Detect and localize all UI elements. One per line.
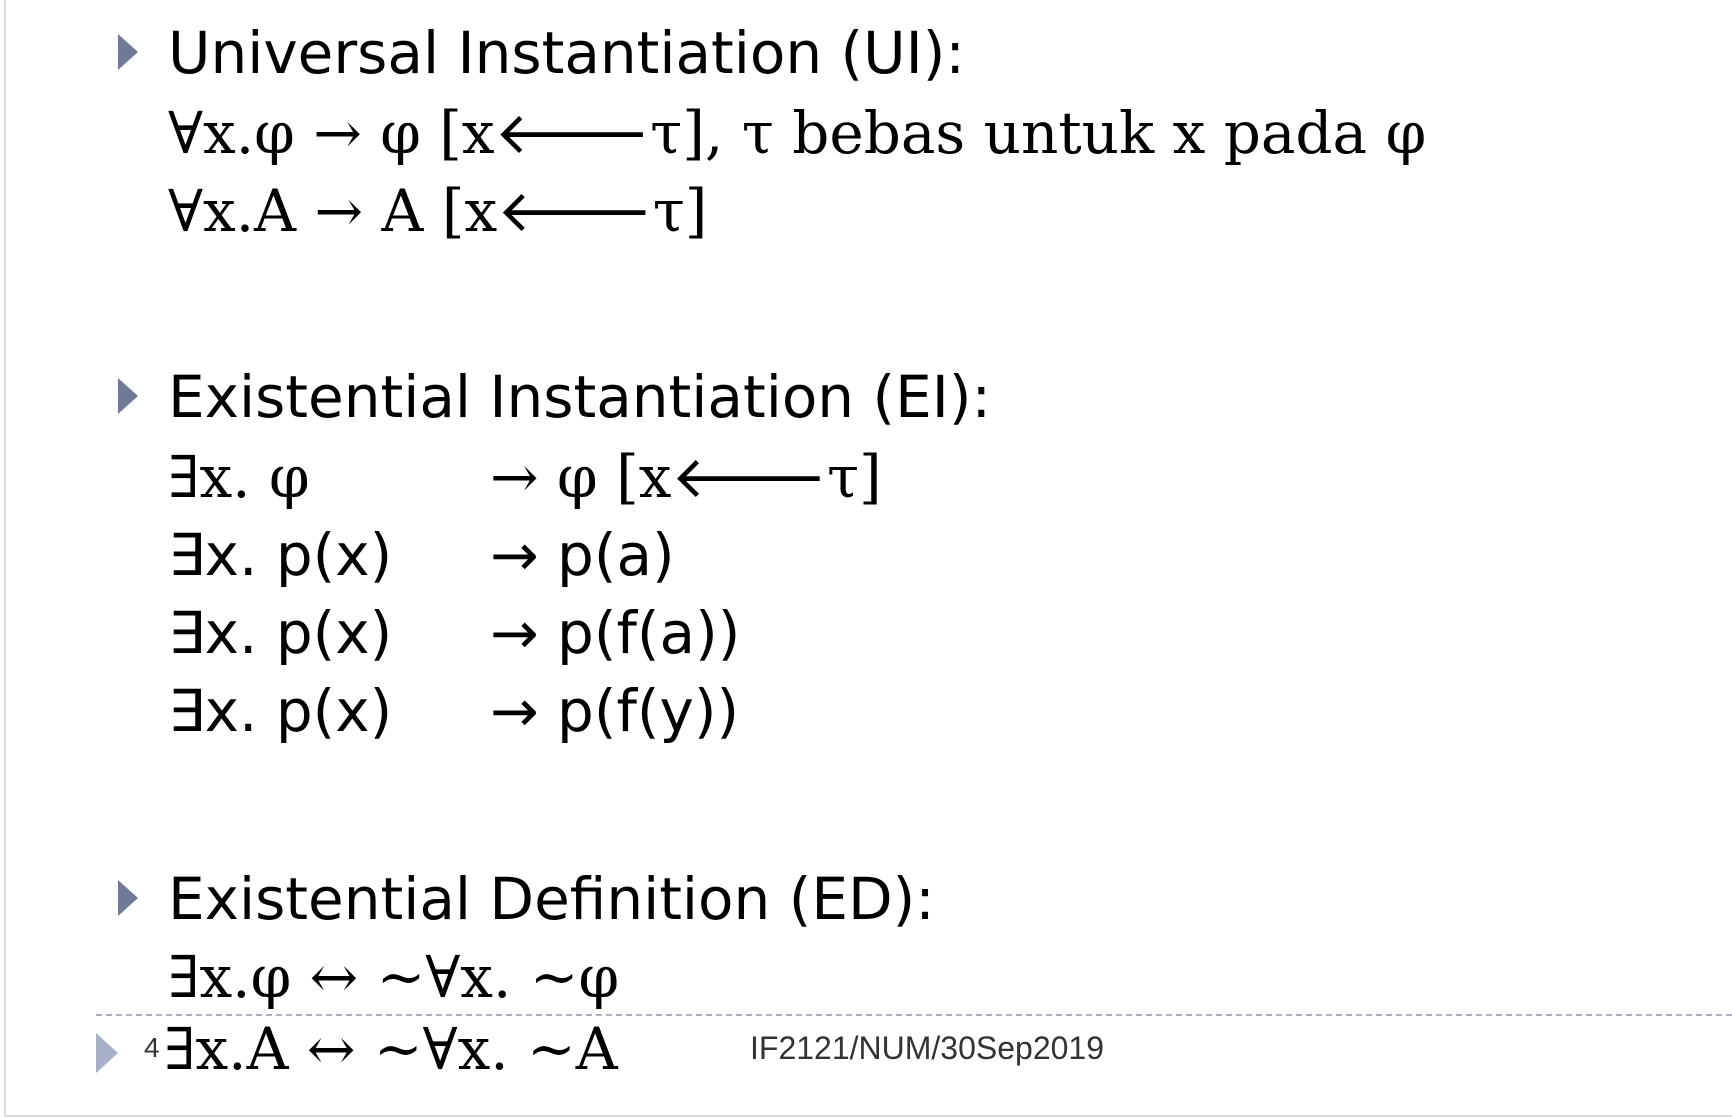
ei-row-1-left: ∃x. φ — [168, 443, 310, 511]
ei-row-4-left: ∃x. p(x) — [168, 677, 393, 745]
bullet-icon — [118, 880, 138, 916]
ei-row-4-right: → p(f(y)) — [490, 677, 740, 745]
ed-rule-line-2: ∃x.A ↔ ~∀x. ~A — [164, 1015, 618, 1083]
footer-course-code: IF2121/NUM/30Sep2019 — [750, 1030, 1104, 1066]
footer-triangle-icon — [96, 1033, 118, 1073]
ui-rule-line-2: ∀x.A → A [x🡐τ] — [168, 177, 708, 245]
ei-row-3-left: ∃x. p(x) — [168, 599, 393, 667]
ed-rule-line-1: ∃x.φ ↔ ~∀x. ~φ — [168, 943, 620, 1011]
ei-row-2-right: → p(a) — [490, 521, 675, 589]
heading-existential-definition: Existential Definition (ED): — [168, 865, 935, 933]
ui-rule-line-1: ∀x.φ → φ [x🡐τ], τ bebas untuk x pada φ — [168, 99, 1427, 167]
ei-row-1-right: → φ [x🡐τ] — [490, 443, 882, 511]
page-number: 4 — [144, 1032, 160, 1063]
bullet-icon — [118, 378, 138, 414]
bullet-icon — [118, 34, 138, 70]
heading-existential-instantiation: Existential Instantiation (EI): — [168, 363, 992, 431]
ei-row-3-right: → p(f(a)) — [490, 599, 741, 667]
ei-row-2-left: ∃x. p(x) — [168, 521, 393, 589]
heading-universal-instantiation: Universal Instantiation (UI): — [168, 19, 965, 87]
